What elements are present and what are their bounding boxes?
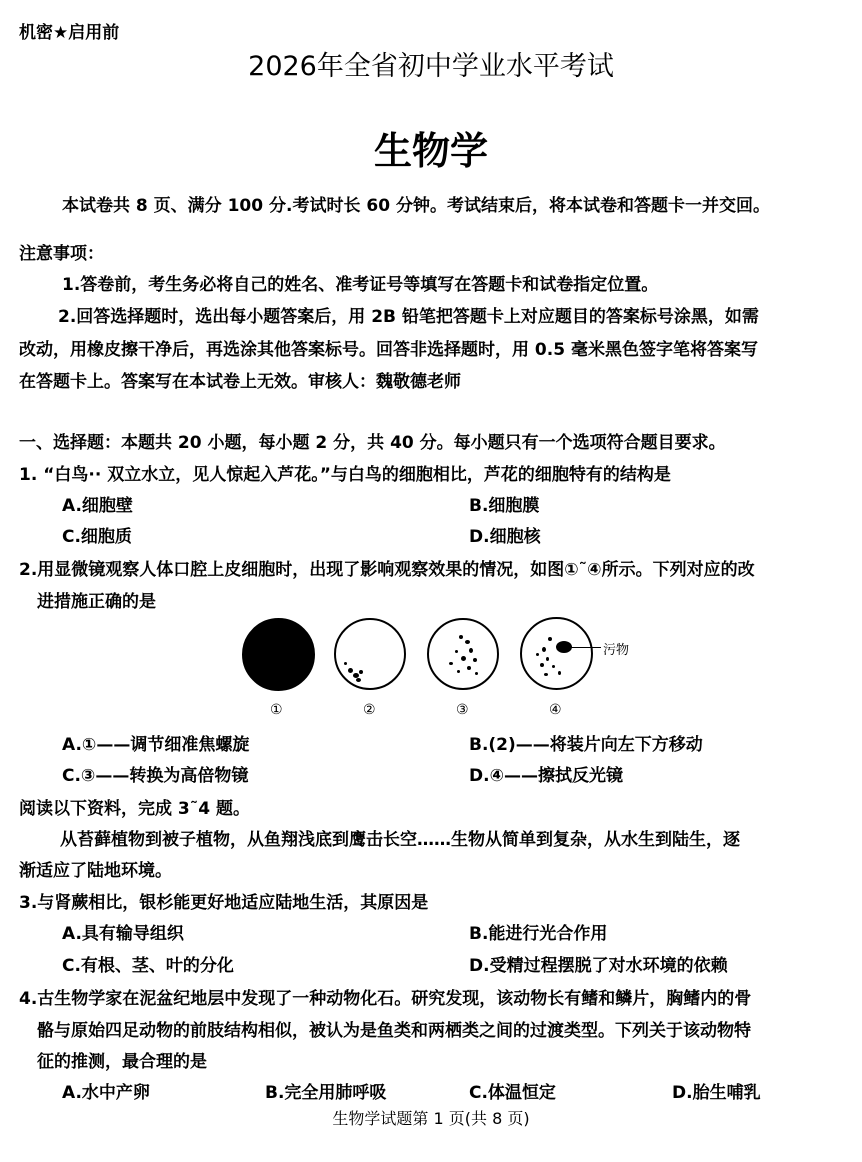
annotation-leader-line <box>565 647 601 648</box>
question-4-stem-line-2: 骼与原始四足动物的前肢结构相似，被认为是鱼类和两栖类之间的过渡类型。下列关于该动物特 <box>37 1021 751 1041</box>
q2-option-c: C.③——转换为高倍物镜 <box>62 766 249 786</box>
view-4-field <box>520 617 593 690</box>
question-4-stem-line-3: 征的推测，最合理的是 <box>37 1052 207 1072</box>
reading-intro: 阅读以下资料，完成 3˜4 题。 <box>19 799 250 819</box>
q3-option-a: A.具有输导组织 <box>62 924 184 944</box>
subject-title: 生物学 <box>373 129 488 173</box>
q1-option-d: D.细胞核 <box>469 527 541 547</box>
exam-title: 2026年全省初中学业水平考试 <box>248 51 614 82</box>
q2-option-d: D.④——擦拭反光镜 <box>469 766 623 786</box>
figure-label-4: ④ <box>549 702 562 718</box>
q3-option-c: C.有根、茎、叶的分化 <box>62 956 234 976</box>
q3-option-b: B.能进行光合作用 <box>469 924 608 944</box>
note-item-2-line-2: 改动，用橡皮擦干净后，再选涂其他答案标号。回答非选择题时，用 0.5 毫米黑色签字笔将答案写 <box>19 340 758 360</box>
question-3-stem: 3.与肾蕨相比，银杉能更好地适应陆地生活，其原因是 <box>19 893 429 913</box>
question-4-stem-line-1: 4.古生物学家在泥盆纪地层中发现了一种动物化石。研究发现，该动物长有鳍和鳞片，胸鳍内的骨 <box>19 989 752 1009</box>
q2-option-a: A.①——调节细准焦螺旋 <box>62 735 250 755</box>
note-item-1: 1.答卷前，考生务必将自己的姓名、准考证号等填写在答题卡和试卷指定位置。 <box>62 275 659 295</box>
q4-option-a: A.水中产卵 <box>62 1083 150 1103</box>
exam-intro: 本试卷共 8 页、满分 100 分.考试时长 60 分钟。考试结束后，将本试卷和答题卡一并交回。 <box>62 196 770 216</box>
reading-passage-line-2: 渐适应了陆地环境。 <box>19 861 172 881</box>
q1-option-c: C.细胞质 <box>62 527 132 547</box>
page-footer: 生物学试题第 1 页(共 8 页) <box>332 1109 530 1128</box>
question-1-stem: 1. “白鸟·· 双立水立，见人惊起入芦花。”与白鸟的细胞相比，芦花的细胞特有的结构是 <box>19 465 671 485</box>
secret-mark: 机密★启用前 <box>19 23 120 43</box>
q1-option-a: A.细胞壁 <box>62 496 133 516</box>
view-2-field <box>334 618 406 690</box>
figure-label-1: ① <box>270 702 283 718</box>
q4-option-b: B.完全用肺呼吸 <box>265 1083 387 1103</box>
figure-label-3: ③ <box>456 702 469 718</box>
note-item-2-line-3: 在答题卡上。答案写在本试卷上无效。审核人：魏敬德老师 <box>19 372 461 392</box>
q1-option-b: B.细胞膜 <box>469 496 540 516</box>
note-item-2-line-1: 2.回答选择题时，选出每小题答案后，用 2B 铅笔把答题卡上对应题目的答案标号涂黑，如需 <box>58 307 759 327</box>
view-1-dark-field <box>242 618 315 691</box>
annotation-debris-label: 污物 <box>603 643 630 658</box>
notes-heading: 注意事项： <box>19 244 104 264</box>
question-2-stem-line-1: 2.用显微镜观察人体口腔上皮细胞时，出现了影响观察效果的情况，如图①˜④所示。下列对应的改 <box>19 560 755 580</box>
view-3-field <box>427 618 499 690</box>
q4-option-d: D.胎生哺乳 <box>672 1083 761 1103</box>
q4-option-c: C.体温恒定 <box>469 1083 556 1103</box>
section-heading: 一、选择题：本题共 20 小题，每小题 2 分，共 40 分。每小题只有一个选项符合题目要求。 <box>19 433 726 453</box>
figure-label-2: ② <box>363 702 376 718</box>
question-2-stem-line-2: 进措施正确的是 <box>37 592 156 612</box>
reading-passage-line-1: 从苔藓植物到被子植物，从鱼翔浅底到鹰击长空……生物从简单到复杂，从水生到陆生，逐 <box>60 830 740 850</box>
q3-option-d: D.受精过程摆脱了对水环境的依赖 <box>469 956 728 976</box>
q2-option-b: B.(2)——将装片向左下方移动 <box>469 735 703 755</box>
